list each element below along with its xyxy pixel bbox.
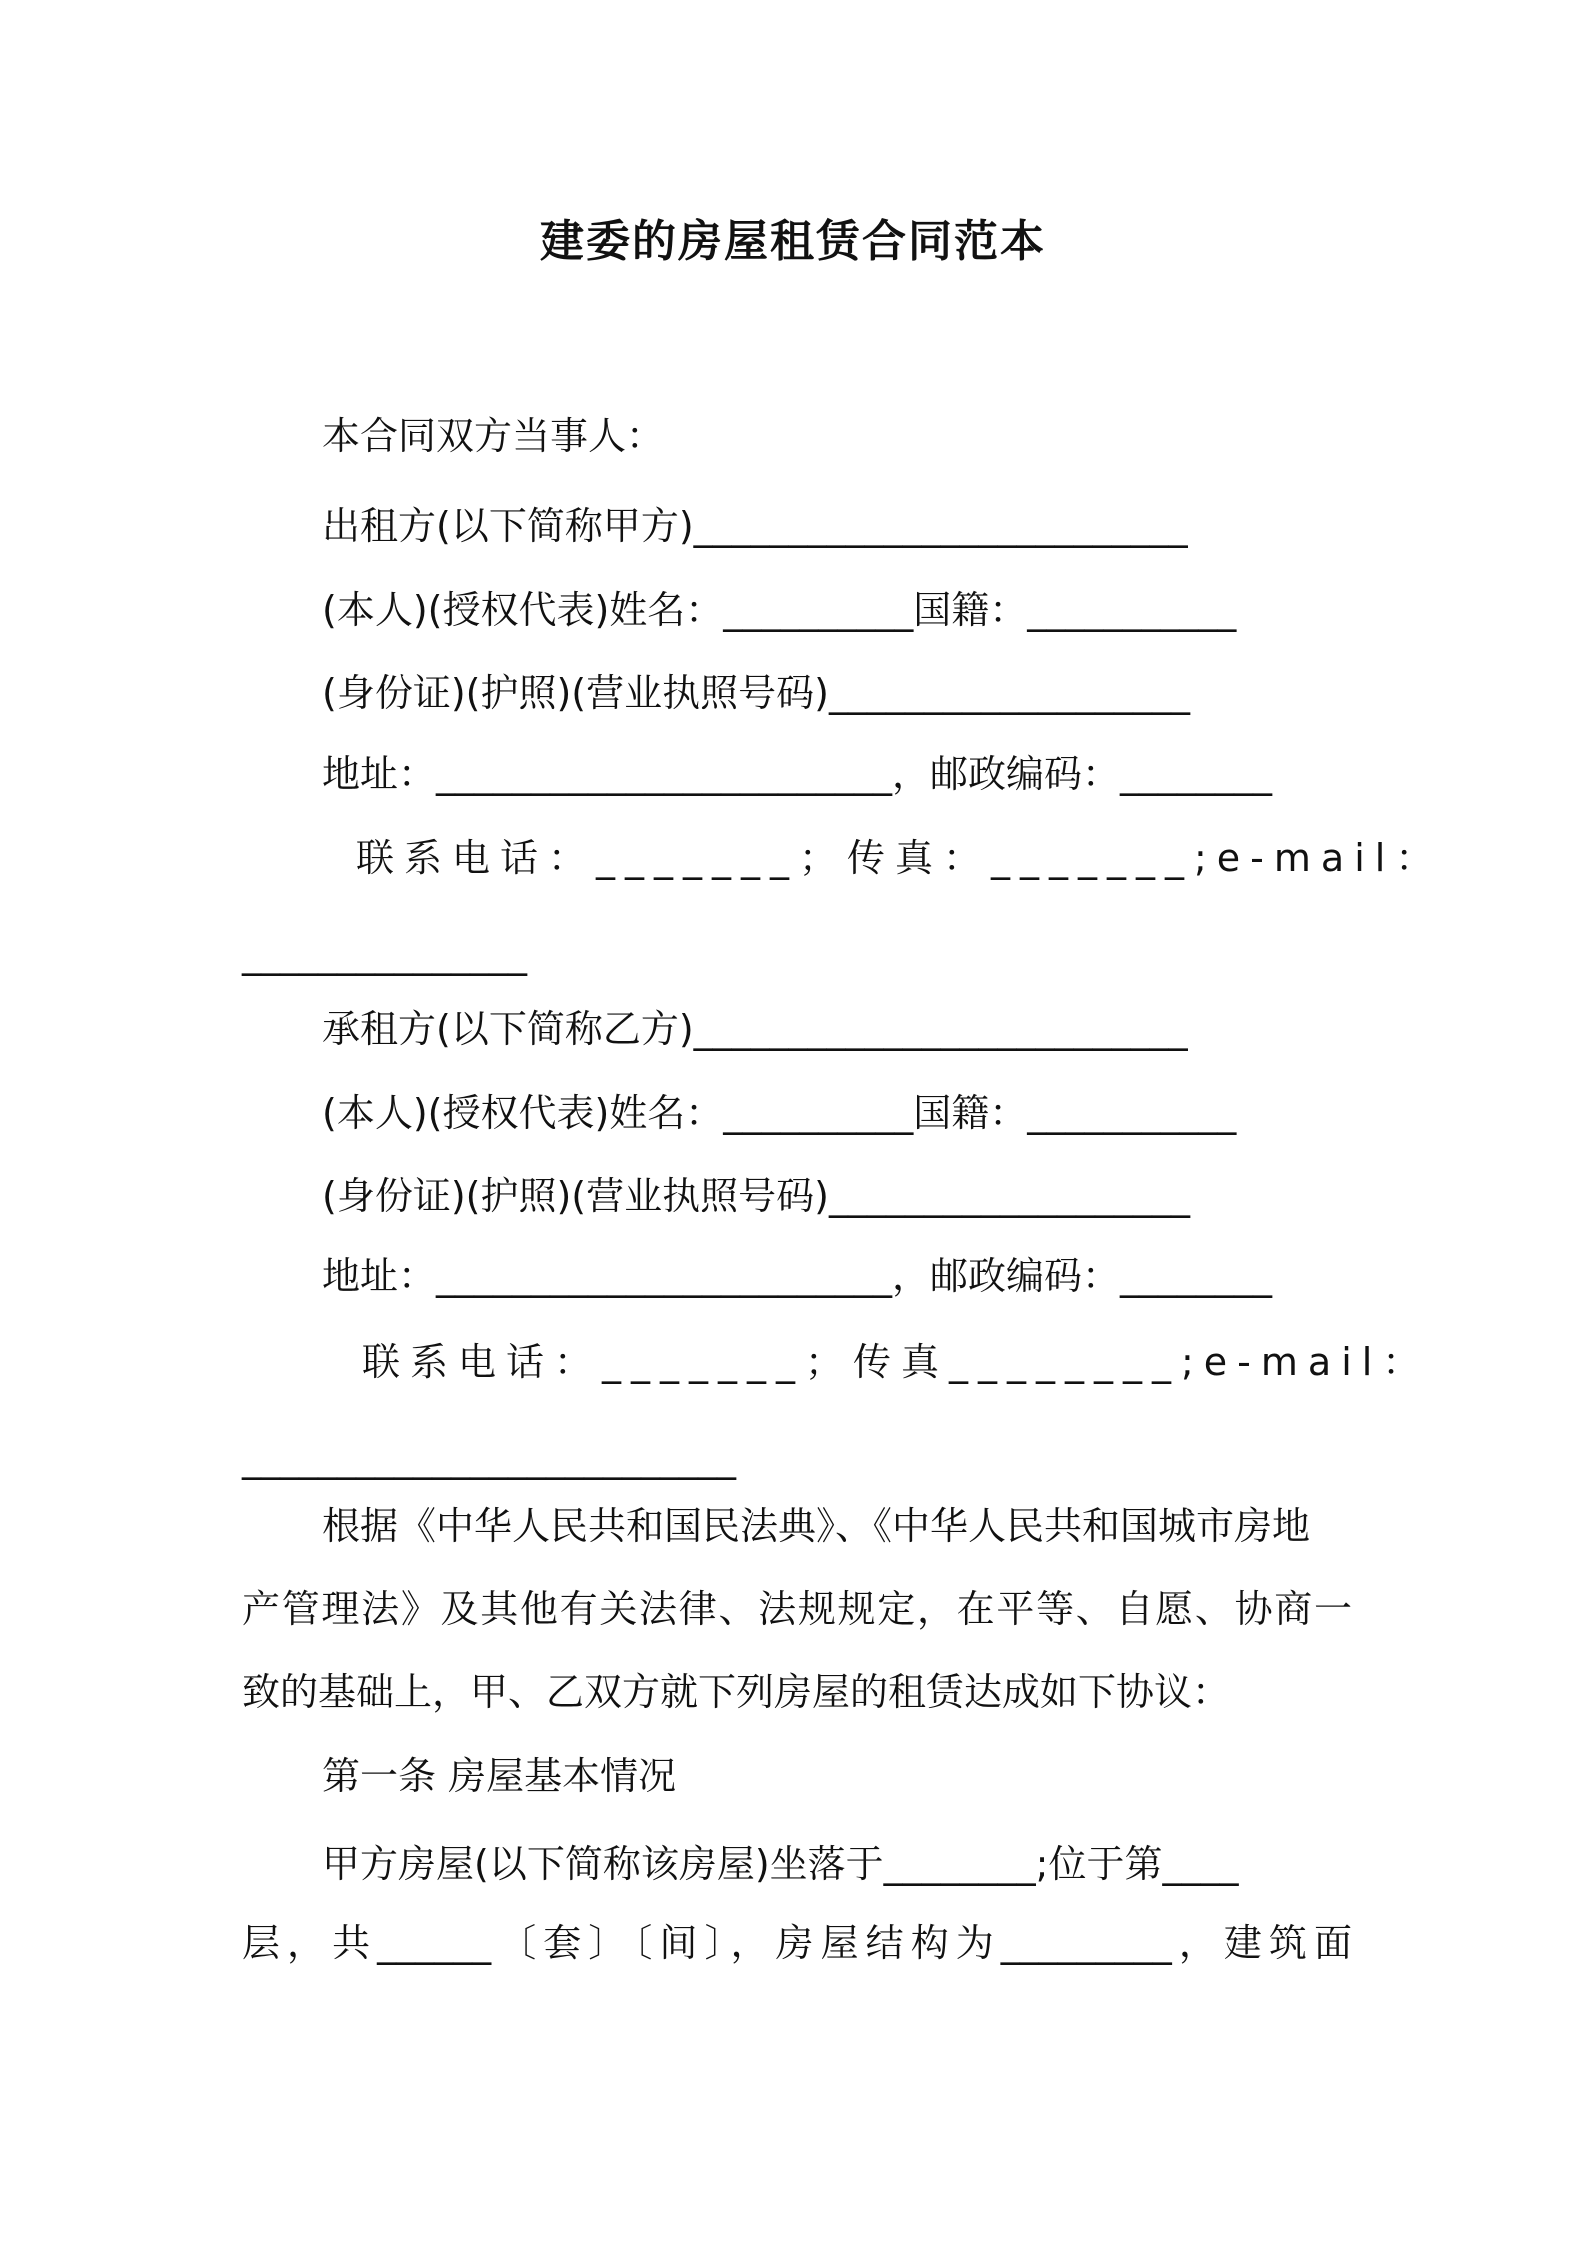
parties-heading: 本合同双方当事人：: [322, 414, 665, 458]
lessor-id-line: (身份证)(护照)(营业执照号码)___________________: [322, 671, 1190, 715]
lessor-address-line: 地址：________________________，邮政编码：________: [322, 752, 1273, 796]
lessee-name-nationality-line: (本人)(授权代表)姓名：__________国籍：___________: [322, 1091, 1237, 1135]
lessee-address-line: 地址：________________________，邮政编码：________: [322, 1254, 1273, 1298]
article-1-line-1: 甲方房屋(以下简称该房屋)坐落于________;位于第____: [322, 1842, 1239, 1886]
lessor-email-line: _______________: [242, 932, 527, 976]
article-1-line-2: 层，共______〔套〕〔间〕，房屋结构为_________，建筑面: [242, 1921, 1352, 1965]
lessee-contact-line: 联系电话：_______；传真________;e-mail：: [362, 1340, 1431, 1384]
lessee-line: 承租方(以下简称乙方)__________________________: [322, 1007, 1188, 1051]
lessee-email-line: __________________________: [242, 1436, 736, 1480]
document-title: 建委的房屋租赁合同范本: [540, 216, 1046, 267]
article-1-heading: 第一条 房屋基本情况: [322, 1754, 677, 1798]
lessor-line: 出租方(以下简称甲方)__________________________: [322, 504, 1188, 548]
preamble-line-1: 根据《中华人民共和国民法典》、《中华人民共和国城市房地: [322, 1504, 1311, 1548]
lessor-contact-line: 联系电话：_______；传真：_______;e-mail：: [356, 836, 1444, 880]
lessee-id-line: (身份证)(护照)(营业执照号码)___________________: [322, 1174, 1190, 1218]
lessor-name-nationality-line: (本人)(授权代表)姓名：__________国籍：___________: [322, 588, 1237, 632]
preamble-line-3: 致的基础上，甲、乙双方就下列房屋的租赁达成如下协议：: [242, 1670, 1231, 1714]
preamble-line-2: 产管理法》及其他有关法律、法规规定，在平等、自愿、协商一: [242, 1587, 1352, 1631]
